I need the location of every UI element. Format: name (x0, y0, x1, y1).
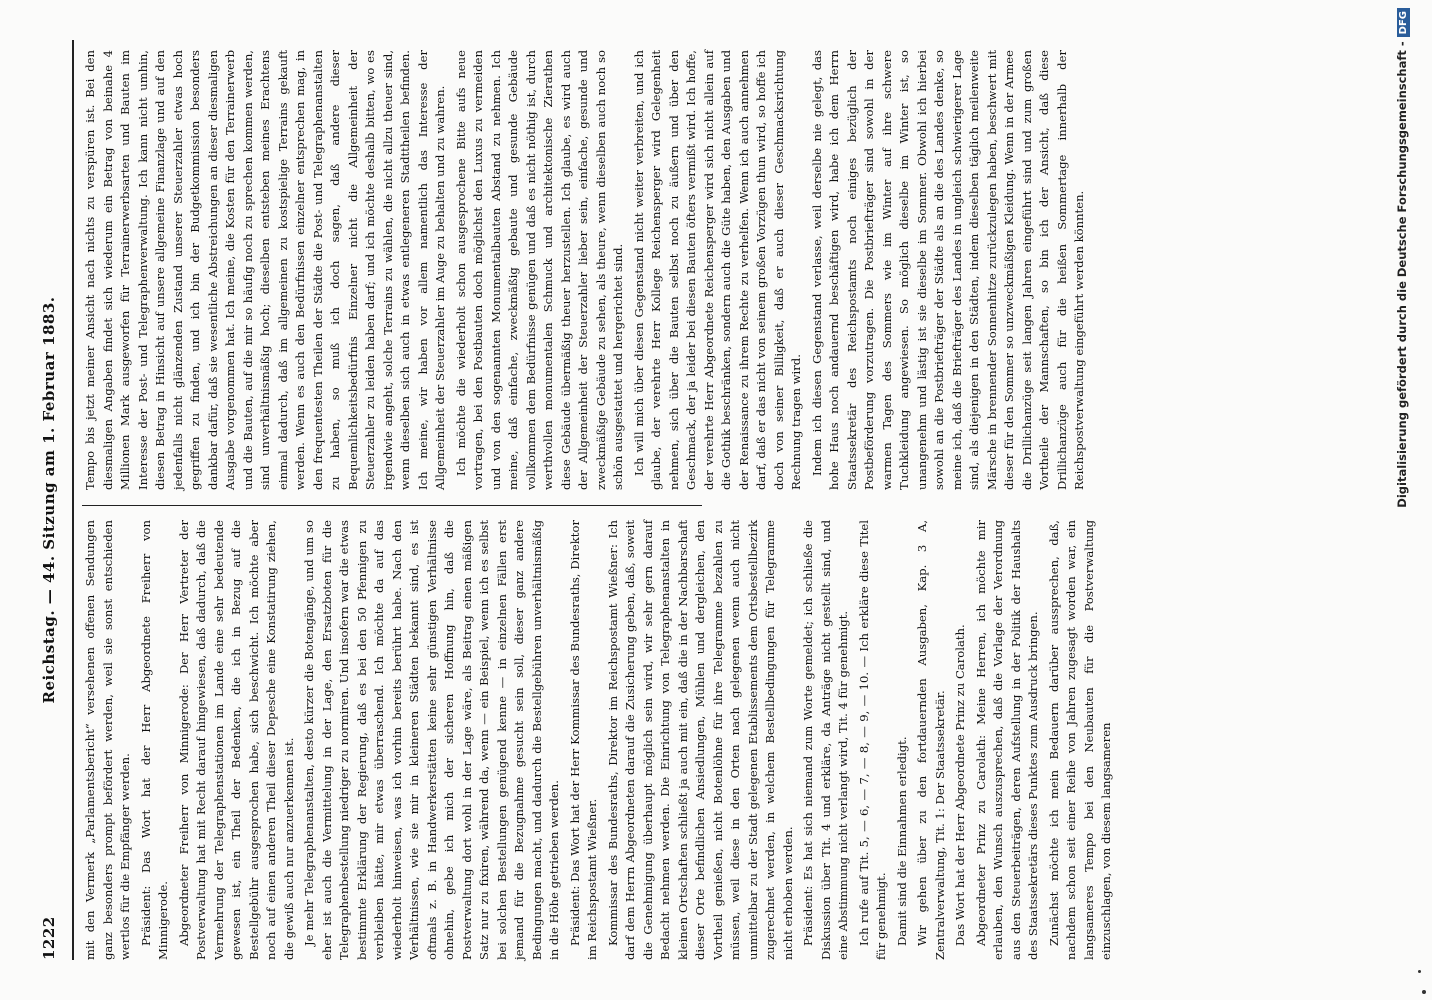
paragraph: mit den Vermerk „Parlamentsbericht“ versehenen offenen Sendungen ganz besonders prompt befördert werden, weil sie sonst entschieden wertlos für die Empfänger werden. (83, 520, 132, 960)
header-rule (72, 40, 74, 960)
paragraph: Präsident: Es hat sich niemand zum Worte gemeldet; ich schließe die Diskussion über Tit. 4 und erkläre, da Anträge nicht gestellt sind, und eine Abstimmung nicht verlangt wird, Tit. 4 für genehmigt. (801, 520, 850, 960)
paragraph: Ich will mich über diesen Gegenstand nicht weiter verbreiten, und ich glaube, der verehrte Herr Kollege Reichensperger wird Gelegenheit nehmen, sich über die Bauten selbst noch zu äußern und über den Geschmack, der ja leider bei diesen Bauten öfters vermißt wird. Ich hoffe, der verehrte Herr Abgeordnete Reichensperger wird sich nicht allein auf die Gothik beschränken, sondern auch die Güte haben, den Ausgaben und der Renaissance zu ihrem Rechte zu verhelfen. Wenn ich auch annehmen darf, daß er das nicht von seinem großen Vorzügen thun wird, so hoffe ich doch von seiner Billigkeit, daß er auch dieser Geschmacksrichtung Rechnung tragen wird. (631, 50, 803, 490)
scan-speck (1422, 990, 1426, 994)
rotated-page-content (40, 40, 1420, 960)
scan-speck (1418, 970, 1421, 973)
page-title: Reichstag. — 44. Sitzung am 1. Februar 1883. (40, 296, 58, 704)
paragraph: Präsident: Das Wort hat der Herr Kommissar des Bundesraths, Direktor im Reichspostamt Wießner. (567, 520, 599, 960)
paragraph: Abgeordneter Prinz zu Carolath: Meine Herren, ich möchte mir erlauben, den Wunsch auszusprechen, daß die Vorlage der Verordnung aus den Steuerbeiträgen, deren Aufstellung in der Politik der Haushalts des Staatssekretärs dieses Punktes zum Ausdruck bringen. (973, 520, 1040, 960)
paragraph: Kommissar des Bundesraths, Direktor im Reichspostamt Wießner: Ich darf dem Herrn Abgeordneten darauf die Zusicherung geben, daß, soweit die Genehmigung überhaupt möglich sein wird, wir sehr gern darauf Bedacht nehmen werden. Die Einrichtung von Telegraphenanstalten in kleinen Ortschaften schließt ja auch mit ein, daß die in der Nachbarschaft dieser Orte befindlichen Ansiedlungen, Mühlen und dergleichen, den Vortheil genießen, nicht Botenlöhne für ihre Telegramme bezahlen zu müssen, weil diese in den Orten nach gelegenen wenn auch nicht unmittelbar zu der Stadt gelegenen Etablissements dem Ortsbestellbezirk zugerechnet werden, in welchem Bestellbedingungen für Telegramme nicht erhoben werden. (605, 520, 795, 960)
dfg-logo: DFG (1397, 8, 1410, 37)
paragraph: Abgeordneter Freiherr von Minnigerode: Der Herr Vertreter der Postverwaltung hat mit Recht darauf hingewiesen, daß dadurch, daß die Vermehrung der Telegraphenstationen im Lande eine sehr bedeutende gewesen ist, ein Theil der Bedenken, die ich in Bezug auf die Bestellgebühr ausgesprochen habe, sich beschwicht. Ich möchte aber noch auf einen anderen Theil dieser Depesche eine Konstatirung ziehen, die gewiß auch nur anzuerkennen ist. (176, 520, 296, 960)
paragraph: Wir gehen über zu den fortdauernden Ausgaben, Kap. 3 A, Zentralverwaltung, Tit. 1: Der Staatssekretär. (915, 520, 947, 960)
paragraph: Je mehr Telegraphenanstalten, desto kürzer die Botengänge, und um so eher ist auch die Vermittelung in der Lage, den Ersatzboten für die Telegraphenbestellung niedriger zu normiren. Und insofern war die etwas bestimmte Erklärung der Regierung, daß es bei den 50 Pfennigen zu verbleiben hätte, mir etwas überraschend. Ich möchte da auf das wiederholt hinweisen, was ich vorhin bereits berührt habe. Nach den Verhältnissen, wie sie mir in kleineren Städten bekannt sind, es ist oftmals z. B. in Handwerkerstätten keine sehr günstigen Verhältnisse ohnehin, gebe ich mich der sicheren Hoffnung hin, daß die Postverwaltung dort wohl in der Lage wäre, als Beitrag einen mäßigen Satz nur zu fixiren, während da, wenn — ein Beispiel, wenn ich es selbst bei solchen Bestellungen genügend kenne — in einzelnen Fällen erst jemand für die Bezugnahme gesucht sein soll, dieser ganz andere Bedingungen macht, und dadurch die Bestellgebühren unverhältnismäßig in die Höhe getrieben werden. (302, 520, 561, 960)
paragraph: Tempo bis jetzt meiner Ansicht nach nichts zu verspüren ist. Bei den diesmaligen Angaben findet sich wiederum ein Betrag von beinahe 4 Millionen Mark ausgeworfen für Terrainerwerbsarten und Bauten im Interesse der Post- und Telegraphenverwaltung. Ich kann nicht umhin, diesen Betrag in Hinsicht auf unsere allgemeine Finanzlage und auf den jedenfalls nicht glänzenden Zustand unserer Steuerzahler etwas hoch gegriffen zu finden, und ich bin der Budgetkommission besonders dankbar dafür, daß sie wesentliche Abstreichungen an dieser diesmaligen Ausgabe vorgenommen hat. Ich meine, die Kosten für den Terrainerwerb und die Bauten, auf die mir so häufig noch zu sprechen kommen werden, sind unverhältnismäßig hoch; dieselben entsteben meines Erachtens einmal dadurch, daß im allgemeinen zu kostspielige Terrains gekauft werden. Wenn es auch den Bedürfnissen einzelner entsprechen mag, in den frequentesten Theilen der Städte die Post- und Telegraphenanstalten zu haben, so muß ich doch sagen, daß andere dieser Bequemlichkeitsbedürfnis Einzelner nicht die Allgemeinheit der Steuerzahler zu leiden haben darf; und ich möchte deshalb bitten, wo es irgendwie angeht, solche Terrains zu wählen, die nicht allzu theuer sind, wenn dieselben sich auch in etwas entlegeneren Stadttheilen befinden. Ich meine, wir haben vor allem namentlich das Interesse der Allgemeinheit der Steuerzahler im Auge zu behalten und zu wahren. (83, 50, 447, 490)
column-left (82, 520, 1119, 960)
paragraph: Das Wort hat der Herr Abgeordnete Prinz zu Carolath. (953, 624, 967, 946)
page-header (40, 40, 70, 960)
paragraph: Zunächst möchte ich mein Bedauern darüber aussprechen, daß, nachdem schon seit einer Reihe von Jahren zugesagt worden war, ein langsameres Tempo bei den Neubauten für die Postverwaltung einzuschlagen, von diesem langsameren (1046, 520, 1113, 960)
paragraph: Ich rufe auf Tit. 5, — 6, — 7, — 8, — 9, — 10. — Ich erkläre diese Titel für genehmigt. (856, 520, 888, 960)
credit-text: Digitalisierung gefördert durch die Deutsche Forschungsgemeinschaft - (1395, 41, 1409, 508)
column-right (82, 50, 1092, 490)
paragraph: Ich möchte die wiederholt schon ausgesprochene Bitte aufs neue vortragen, bei den Postbauten doch möglichst den Luxus zu vermeiden und von den sogenannten Monumentalbauten Abstand zu nehmen. Ich meine, daß einfache, zweckmäßig gebaute und gesunde Gebäude vollkommen dem Bedürfnisse genügen und daß es nicht nöthig ist, durch werthvollen monumentalen Schmuck und architektonische Zierathen diese Gebäude übermäßig theuer herzustellen. Ich glaube, es wird auch der Allgemeinheit der Steuerzahler lieber sein, einfache, gesunde und zweckmäßige Gebäude zu sehen, als theure, wenn dieselben auch noch so schön ausgestattet und hergerichtet sind. (453, 50, 625, 490)
paragraph: Damit sind die Einnahmen erledigt. (894, 736, 909, 946)
paragraph: Indem ich diesen Gegenstand verlasse, weil derselbe nie gelegt, das hohe Haus noch andauernd beschäftigen wird, habe ich dem Herrn Staatssekretär des Reichspostamts noch einiges bezüglich der Postbeförderung vorzutragen. Die Postbriefträger sind sowohl in der warmen Tagen des Sommers wie im Winter auf ihre schwere Tuchkleidung angewiesen. So möglich dieselbe im Winter ist, so unangenehm und lästig ist sie dieselbe im Sommer. Obwohl ich hierbei sowohl an die Postbriefträger der Städte als an die des Landes denke, so meine ich, daß die Briefträger des Landes in ungleich schwierigerer Lage sind, als diejenigen in den Städten, indem dieselben täglich meilenweite Märsche in brennender Sonnenhitze zurückzulegen haben, beschwert mit dieser für den Sommer so unzweckmäßigen Kleidung. Wenn in der Armee die Drillichanzüge seit langen Jahren eingeführt sind und zum großen Vortheile der Mannschaften, so bin ich der Ansicht, daß diese Drillichanzüge auch für die heißen Sommertage innerhalb der Reichspostverwaltung eingeführt werden könnten. (809, 50, 1086, 490)
column-divider (82, 505, 702, 506)
paragraph: Präsident: Das Wort hat der Herr Abgeordnete Freiherr von Minnigerode. (138, 520, 170, 960)
digitization-credit (1395, 8, 1421, 993)
page-number: 1222 (40, 916, 58, 960)
